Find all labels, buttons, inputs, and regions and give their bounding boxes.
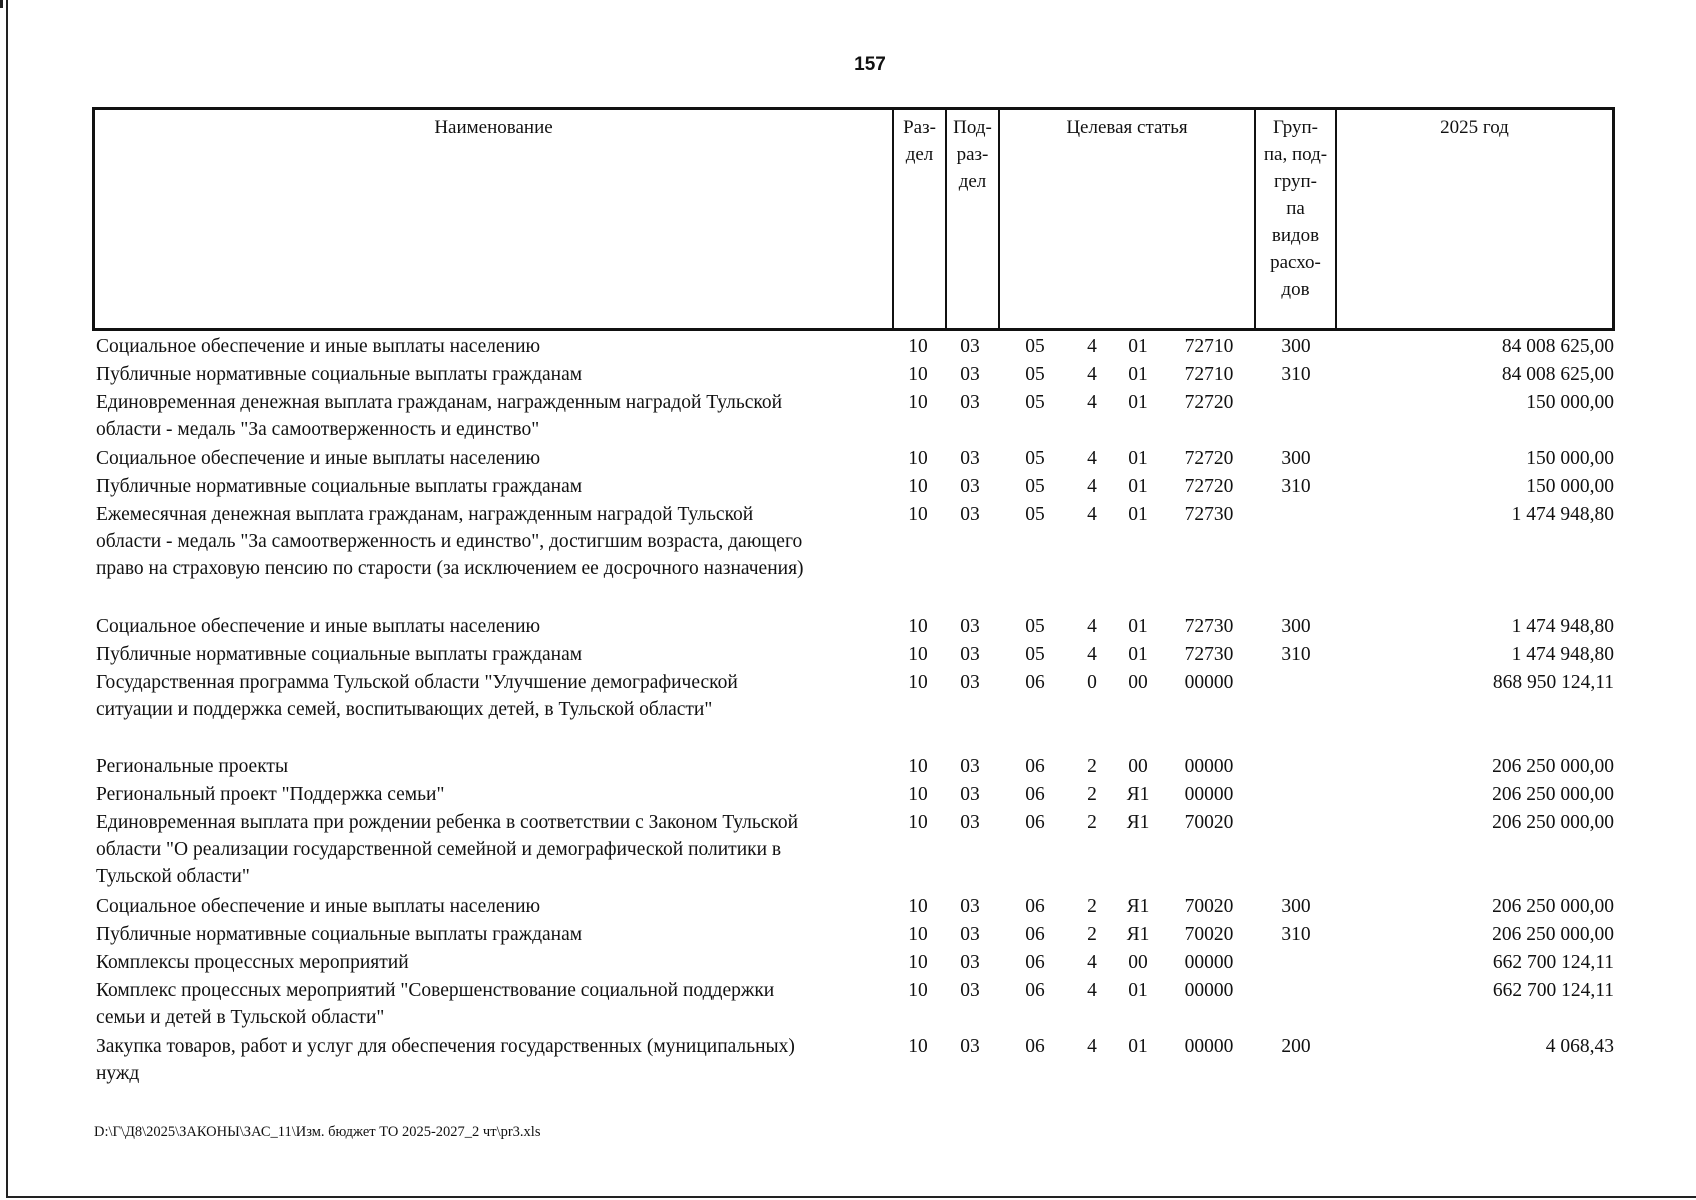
row-razdel: 10 — [908, 952, 928, 973]
row-t1: 06 — [1025, 924, 1045, 945]
file-path: D:\Г\Д8\2025\ЗАКОНЫ\ЗАС_11\Изм. бюджет ТО 2025-2027_2 чт\pr3.xls — [94, 1124, 541, 1140]
row-group: 300 — [1281, 896, 1311, 917]
row-t2: 2 — [1087, 784, 1097, 805]
row-group: 310 — [1281, 924, 1311, 945]
row-t1: 06 — [1025, 980, 1045, 1001]
row-t3: 01 — [1128, 448, 1148, 469]
row-t4: 72710 — [1184, 336, 1234, 357]
row-t3: 01 — [1128, 392, 1148, 413]
table-header — [92, 107, 1615, 331]
row-t2: 4 — [1087, 448, 1097, 469]
row-t4: 00000 — [1184, 952, 1234, 973]
row-group: 200 — [1281, 1036, 1311, 1057]
row-t4: 72730 — [1184, 644, 1234, 665]
row-razdel: 10 — [908, 756, 928, 777]
row-name — [96, 473, 886, 500]
row-razdel: 10 — [908, 448, 928, 469]
row-group: 310 — [1281, 364, 1311, 385]
row-razdel: 10 — [908, 896, 928, 917]
row-t4: 72730 — [1184, 616, 1234, 637]
header-podrazdel: Под- раз- дел — [947, 110, 1000, 328]
row-t4: 00000 — [1184, 1036, 1234, 1057]
row-group: 300 — [1281, 448, 1311, 469]
row-sum: 84 008 625,00 — [1501, 336, 1614, 357]
row-name-line: Социальное обеспечение и иные выплаты населению — [96, 896, 541, 917]
row-name — [96, 781, 886, 808]
row-name-line: Социальное обеспечение и иные выплаты населению — [96, 616, 541, 637]
row-name — [96, 809, 886, 890]
row-razdel: 10 — [908, 336, 928, 357]
header-name: Наименование — [95, 110, 894, 328]
row-podrazdel: 03 — [960, 812, 980, 833]
row-name — [96, 333, 886, 360]
row-t1: 06 — [1025, 756, 1045, 777]
row-sum: 1 474 948,80 — [1511, 616, 1614, 637]
row-name-line: Комплекс процессных мероприятий "Совершенствование социальной поддержки — [96, 980, 775, 1001]
row-name-line: Публичные нормативные социальные выплаты гражданам — [96, 476, 583, 497]
row-t4: 00000 — [1184, 784, 1234, 805]
row-name-line: Публичные нормативные социальные выплаты гражданам — [96, 644, 583, 665]
row-sum: 1 474 948,80 — [1511, 644, 1614, 665]
row-group: 310 — [1281, 476, 1311, 497]
row-t2: 4 — [1087, 952, 1097, 973]
row-razdel: 10 — [908, 364, 928, 385]
row-name-line: семьи и детей в Тульской области" — [96, 1007, 385, 1028]
row-t3: 00 — [1128, 672, 1148, 693]
row-t4: 72720 — [1184, 448, 1234, 469]
row-razdel: 10 — [908, 812, 928, 833]
row-name-line: области "О реализации государственной семейной и демографической политики в — [96, 839, 782, 860]
row-podrazdel: 03 — [960, 924, 980, 945]
row-t2: 0 — [1087, 672, 1097, 693]
row-podrazdel: 03 — [960, 1036, 980, 1057]
header-group: Груп- па, под- груп- па видов расхо- дов — [1256, 110, 1337, 328]
row-t1: 05 — [1025, 448, 1045, 469]
row-name — [96, 445, 886, 472]
row-name-line: Закупка товаров, работ и услуг для обеспечения государственных (муниципальных) — [96, 1036, 795, 1057]
row-t1: 05 — [1025, 504, 1045, 525]
row-name — [96, 669, 886, 723]
row-name-line: Публичные нормативные социальные выплаты гражданам — [96, 364, 583, 385]
row-name — [96, 1033, 886, 1087]
row-t4: 72720 — [1184, 392, 1234, 413]
row-t1: 05 — [1025, 392, 1045, 413]
row-t4: 00000 — [1184, 756, 1234, 777]
row-t2: 2 — [1087, 812, 1097, 833]
row-podrazdel: 03 — [960, 616, 980, 637]
row-podrazdel: 03 — [960, 476, 980, 497]
row-podrazdel: 03 — [960, 644, 980, 665]
row-podrazdel: 03 — [960, 504, 980, 525]
row-t2: 4 — [1087, 980, 1097, 1001]
row-t1: 06 — [1025, 812, 1045, 833]
row-podrazdel: 03 — [960, 672, 980, 693]
row-razdel: 10 — [908, 392, 928, 413]
row-sum: 150 000,00 — [1526, 392, 1614, 413]
row-sum: 1 474 948,80 — [1511, 504, 1614, 525]
row-group: 300 — [1281, 616, 1311, 637]
row-t2: 4 — [1087, 364, 1097, 385]
row-t2: 2 — [1087, 924, 1097, 945]
row-sum: 206 250 000,00 — [1492, 784, 1614, 805]
row-t1: 05 — [1025, 336, 1045, 357]
row-t3: 01 — [1128, 336, 1148, 357]
page-frame-left — [6, 0, 8, 1198]
row-name — [96, 921, 886, 948]
row-t1: 06 — [1025, 952, 1045, 973]
row-name-line: Единовременная выплата при рождении ребенка в соответствии с Законом Тульской — [96, 812, 799, 833]
row-t4: 70020 — [1184, 924, 1234, 945]
row-t4: 00000 — [1184, 672, 1234, 693]
row-name-line: области - медаль "За самоотверженность и единство" — [96, 419, 540, 440]
row-razdel: 10 — [908, 616, 928, 637]
row-name — [96, 389, 886, 443]
row-t3: 01 — [1128, 980, 1148, 1001]
frame-corner-tick — [0, 0, 3, 8]
row-t3: 01 — [1128, 644, 1148, 665]
row-name-line: области - медаль "За самоотверженность и единство", достигшим возраста, дающего — [96, 531, 803, 552]
row-name-line: нужд — [96, 1063, 140, 1084]
row-t3: 01 — [1128, 476, 1148, 497]
row-name-line: Региональные проекты — [96, 756, 289, 777]
row-sum: 206 250 000,00 — [1492, 812, 1614, 833]
row-t2: 4 — [1087, 616, 1097, 637]
row-razdel: 10 — [908, 784, 928, 805]
row-name — [96, 501, 886, 582]
row-sum: 206 250 000,00 — [1492, 756, 1614, 777]
row-t1: 05 — [1025, 616, 1045, 637]
row-razdel: 10 — [908, 980, 928, 1001]
row-name — [96, 753, 886, 780]
row-name-line: Государственная программа Тульской области "Улучшение демографической — [96, 672, 738, 693]
row-podrazdel: 03 — [960, 896, 980, 917]
row-t2: 4 — [1087, 392, 1097, 413]
header-razdel: Раз- дел — [894, 110, 947, 328]
row-t4: 72730 — [1184, 504, 1234, 525]
row-t3: 01 — [1128, 616, 1148, 637]
page-number: 157 — [854, 54, 886, 75]
row-t4: 70020 — [1184, 896, 1234, 917]
row-t2: 4 — [1087, 336, 1097, 357]
row-name-line: Комплексы процессных мероприятий — [96, 952, 409, 973]
row-t1: 06 — [1025, 896, 1045, 917]
row-podrazdel: 03 — [960, 364, 980, 385]
row-t3: Я1 — [1126, 896, 1150, 917]
row-t4: 70020 — [1184, 812, 1234, 833]
row-t3: Я1 — [1126, 812, 1150, 833]
row-t3: 01 — [1128, 1036, 1148, 1057]
row-t2: 4 — [1087, 476, 1097, 497]
row-group: 310 — [1281, 644, 1311, 665]
row-t3: Я1 — [1126, 784, 1150, 805]
row-sum: 662 700 124,11 — [1492, 980, 1614, 1001]
row-name-line: ситуации и поддержка семей, воспитывающих детей, в Тульской области" — [96, 699, 713, 720]
row-t2: 4 — [1087, 1036, 1097, 1057]
row-name-line: Единовременная денежная выплата гражданам, награжденным наградой Тульской — [96, 392, 783, 413]
row-razdel: 10 — [908, 1036, 928, 1057]
row-sum: 868 950 124,11 — [1492, 672, 1614, 693]
row-name-line: Ежемесячная денежная выплата гражданам, награжденным наградой Тульской — [96, 504, 754, 525]
page-frame-bottom — [6, 1196, 1696, 1198]
row-podrazdel: 03 — [960, 784, 980, 805]
row-t4: 72710 — [1184, 364, 1234, 385]
row-name — [96, 613, 886, 640]
row-t3: 01 — [1128, 364, 1148, 385]
row-t3: 00 — [1128, 952, 1148, 973]
header-year: 2025 год — [1440, 117, 1509, 138]
row-t3: 01 — [1128, 504, 1148, 525]
row-sum: 4 068,43 — [1545, 1036, 1614, 1057]
header-target: Целевая статья — [1000, 110, 1256, 328]
row-name — [96, 949, 886, 976]
row-name — [96, 893, 886, 920]
row-t1: 05 — [1025, 644, 1045, 665]
row-name-line: Социальное обеспечение и иные выплаты населению — [96, 448, 541, 469]
row-podrazdel: 03 — [960, 980, 980, 1001]
row-t3: Я1 — [1126, 924, 1150, 945]
row-t1: 05 — [1025, 364, 1045, 385]
row-name-line: Тульской области" — [96, 866, 250, 887]
row-sum: 206 250 000,00 — [1492, 896, 1614, 917]
row-t2: 4 — [1087, 644, 1097, 665]
row-razdel: 10 — [908, 504, 928, 525]
row-sum: 662 700 124,11 — [1492, 952, 1614, 973]
row-name-line: право на страховую пенсию по старости (за исключением ее досрочного назначения) — [96, 558, 804, 579]
row-podrazdel: 03 — [960, 336, 980, 357]
row-t1: 05 — [1025, 476, 1045, 497]
row-razdel: 10 — [908, 672, 928, 693]
row-podrazdel: 03 — [960, 448, 980, 469]
row-name — [96, 361, 886, 388]
row-sum: 150 000,00 — [1526, 448, 1614, 469]
row-name — [96, 641, 886, 668]
row-t2: 2 — [1087, 896, 1097, 917]
row-sum: 84 008 625,00 — [1501, 364, 1614, 385]
row-sum: 206 250 000,00 — [1492, 924, 1614, 945]
row-razdel: 10 — [908, 644, 928, 665]
row-t3: 00 — [1128, 756, 1148, 777]
row-t1: 06 — [1025, 1036, 1045, 1057]
row-name-line: Региональный проект "Поддержка семьи" — [96, 784, 445, 805]
row-sum: 150 000,00 — [1526, 476, 1614, 497]
row-podrazdel: 03 — [960, 952, 980, 973]
row-t4: 72720 — [1184, 476, 1234, 497]
row-group: 300 — [1281, 336, 1311, 357]
row-podrazdel: 03 — [960, 392, 980, 413]
row-t4: 00000 — [1184, 980, 1234, 1001]
row-t1: 06 — [1025, 784, 1045, 805]
row-t1: 06 — [1025, 672, 1045, 693]
row-razdel: 10 — [908, 476, 928, 497]
row-t2: 2 — [1087, 756, 1097, 777]
row-razdel: 10 — [908, 924, 928, 945]
row-name — [96, 977, 886, 1031]
row-t2: 4 — [1087, 504, 1097, 525]
row-podrazdel: 03 — [960, 756, 980, 777]
row-name-line: Публичные нормативные социальные выплаты гражданам — [96, 924, 583, 945]
row-name-line: Социальное обеспечение и иные выплаты населению — [96, 336, 541, 357]
